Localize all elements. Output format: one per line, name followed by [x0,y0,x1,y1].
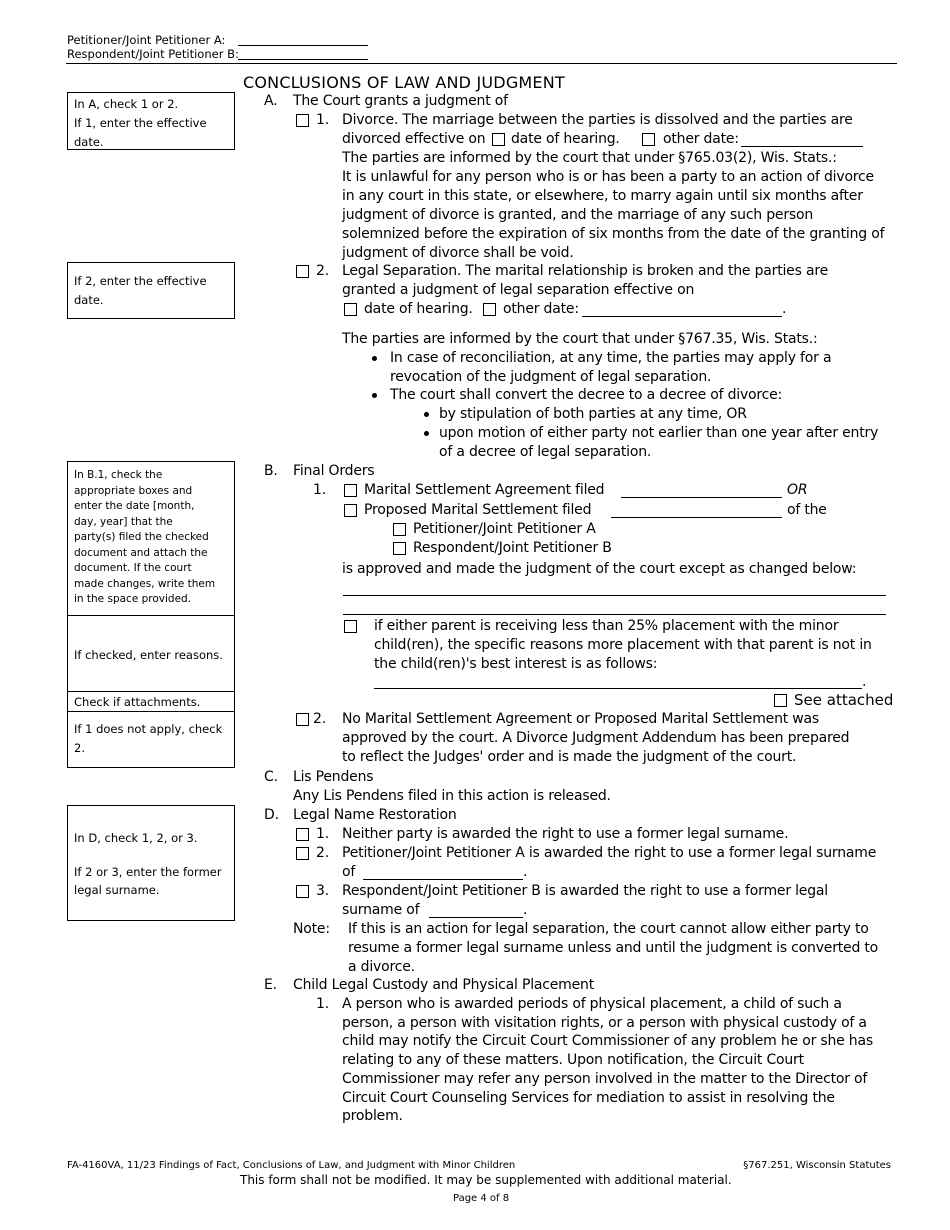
section-a-letter: A. [264,93,278,109]
divorce-date-of-hearing-label: date of hearing. [511,131,620,147]
item-number: 1. [316,826,329,842]
sidebar-line: In D, check 1, 2, or 3. [74,831,198,845]
item-number: 2. [316,263,329,279]
sidebar-line: made changes, write them [74,577,216,590]
bullet-icon [424,431,429,436]
pmsa-respondent-label: Respondent/Joint Petitioner B [413,540,612,556]
bullet-icon [372,393,377,398]
msa-checkbox[interactable] [344,484,357,497]
sidebar-line: document. If the court [74,562,192,574]
approved-text: is approved and made the judgment of the court except as changed below: [342,561,857,577]
of-label: of [342,864,356,880]
sidebar-divider [68,691,234,692]
no-msa-line: approved by the court. A Divorce Judgment Addendum has been prepared [342,730,850,746]
sidebar-line: day, year] that the [74,515,173,528]
convert-decree-bullet: The court shall convert the decree to a decree of divorce: [390,387,783,403]
divorce-text: Divorce. The marriage between the parties is dissolved and the parties are [342,112,853,128]
sidebar-divider [68,615,234,616]
section-e-letter: E. [264,977,277,993]
placement-reasons-checkbox[interactable] [344,620,357,633]
stipulation-bullet: by stipulation of both parties at any time, OR [439,406,747,422]
notice-line: in any court in this state, or elsewhere, to marry again until six months after [342,188,863,204]
lis-pendens-text: Any Lis Pendens filed in this action is released. [293,788,611,804]
sidebar-reasons: If checked, enter reasons. [74,648,223,662]
sidebar-divider [68,711,234,712]
notice-line: solemnized before the expiration of six months from the date of the granting of [342,226,885,242]
sidebar-a2-instructions [67,262,235,319]
note-line: resume a former legal surname unless and until the judgment is converted to [348,940,879,956]
item-number: 1. [316,112,329,128]
legal-separation-text: Legal Separation. The marital relationship is broken and the parties are [342,263,828,279]
section-a-heading: The Court grants a judgment of [293,93,508,109]
placement-line: if either parent is receiving less than 25% placement with the minor [374,618,839,634]
item-number: 1. [316,996,329,1012]
separation-date-of-hearing-checkbox[interactable] [344,303,357,316]
bullet-line: In case of reconciliation, at any time, the parties may apply for a [390,350,832,366]
custody-line: person, a person with visitation rights, or a person with physical custody of a [342,1014,867,1031]
petitioner-surname-text: Petitioner/Joint Petitioner A is awarded the right to use a former legal surname [342,845,877,861]
custody-line: A person who is awarded periods of physical placement, a child of such a [342,996,842,1012]
respondent-surname-text: Respondent/Joint Petitioner B is awarded the right to use a former legal [342,883,828,899]
footer-page-number: Page 4 of 8 [453,1193,510,1204]
no-msa-text [342,710,849,767]
sidebar-a-instructions [67,92,235,150]
pmsa-respondent-checkbox[interactable] [393,542,406,555]
divorce-notice [342,168,884,263]
respondent-former-surname-field[interactable] [429,917,523,918]
divorce-other-date-checkbox[interactable] [642,133,655,146]
changes-line-1[interactable] [343,595,886,596]
custody-line: Circuit Court Counseling Services for mediation to assist in resolving the [342,1089,835,1106]
section-d-heading: Legal Name Restoration [293,807,457,823]
no-surname-text: Neither party is awarded the right to use a former legal surname. [342,826,789,842]
separation-date-of-hearing-label: date of hearing. [364,301,473,317]
divorce-other-date-label: other date: [663,131,739,147]
pmsa-petitioner-checkbox[interactable] [393,523,406,536]
bullet-icon [372,356,377,361]
placement-reasons-field[interactable] [374,688,862,689]
sidebar-line: If 2, enter the effective [74,274,207,288]
notice-line: judgment of divorce is granted, and the marriage of any such person [342,207,814,223]
separation-notice-intro: The parties are informed by the court that under §767.35, Wis. Stats.: [342,331,818,347]
separation-other-date-checkbox[interactable] [483,303,496,316]
item-number: 1. [313,482,326,498]
pmsa-date-field[interactable] [611,517,782,518]
see-attached-checkbox[interactable] [774,694,787,707]
sidebar-line: appropriate boxes and [74,484,193,497]
sidebar-line: In B.1, check the [74,469,163,481]
sidebar-line: If 1, enter the effective [74,116,207,130]
no-msa-line: No Marital Settlement Agreement or Proposed Marital Settlement was [342,711,820,727]
section-e-heading: Child Legal Custody and Physical Placement [293,977,594,993]
custody-line: relating to any of these matters. Upon notification, the Circuit Court [342,1052,804,1069]
header-divider [66,63,897,64]
note-text [348,920,878,977]
msa-label: Marital Settlement Agreement filed [364,482,605,498]
respondent-name-field[interactable] [238,59,368,60]
section-d-letter: D. [264,807,279,823]
placement-line: child(ren), the specific reasons more placement with that parent is not in [374,637,872,653]
custody-line: Commissioner may refer any person involved in the matter to the Director of [342,1070,868,1087]
period: . [523,864,528,880]
divorce-effective-label: divorced effective on [342,131,486,147]
footer-statute: §767.251, Wisconsin Statutes [743,1160,891,1171]
sidebar-line: date. [74,135,104,149]
section-c-heading: Lis Pendens [293,769,374,785]
section-b-letter: B. [264,463,278,479]
divorce-other-date-field[interactable] [741,146,863,147]
page-title: CONCLUSIONS OF LAW AND JUDGMENT [243,73,565,92]
footer-form-id: FA-4160VA, 11/23 Findings of Fact, Conclusions of Law, and Judgment with Minor Children [67,1160,516,1171]
petitioner-name-field[interactable] [238,45,368,46]
sidebar-line: enter the date [month, [74,500,195,512]
period: . [862,674,867,690]
petitioner-label: Petitioner/Joint Petitioner A: [67,33,226,47]
separation-other-date-field[interactable] [582,316,782,317]
placement-reasons-text [374,617,872,674]
section-b-heading: Final Orders [293,463,375,479]
notice-line: judgment of divorce shall be void. [342,245,574,261]
item-number: 3. [316,883,329,899]
msa-date-field[interactable] [621,497,782,498]
sidebar-line: 2. [74,741,85,755]
respondent-label: Respondent/Joint Petitioner B: [67,47,239,61]
custody-text [342,995,873,1126]
sidebar-d-instructions [67,805,235,921]
petitioner-surname-checkbox[interactable] [296,847,309,860]
legal-separation-checkbox[interactable] [296,265,309,278]
sidebar-line: party(s) filed the checked [74,531,209,543]
sidebar-line: in the space provided. [74,593,192,605]
item-number: 2. [316,845,329,861]
period: . [782,301,787,317]
motion-bullet [439,424,878,462]
item-number: 2. [313,711,326,727]
sidebar-line: document and attach the [74,546,208,559]
pmsa-checkbox[interactable] [344,504,357,517]
sidebar-line: If 1 does not apply, check [74,722,223,736]
pmsa-label: Proposed Marital Settlement filed [364,502,592,518]
custody-line: child may notify the Circuit Court Commissioner of any problem he or she has [342,1033,873,1050]
no-msa-checkbox[interactable] [296,713,309,726]
notice-line: It is unlawful for any person who is or has been a party to an action of divorce [342,169,874,185]
of-the-text: of the [787,502,827,518]
custody-line: problem. [342,1108,403,1125]
note-label: Note: [293,921,330,937]
divorce-date-of-hearing-checkbox[interactable] [492,133,505,146]
divorce-notice-intro: The parties are informed by the court that under §765.03(2), Wis. Stats.: [342,150,837,166]
sidebar-b-instructions [67,461,235,768]
sidebar-attachments: Check if attachments. [74,695,201,709]
no-surname-checkbox[interactable] [296,828,309,841]
pmsa-petitioner-label: Petitioner/Joint Petitioner A [413,521,596,537]
sidebar-line: If 2 or 3, enter the former [74,865,222,879]
sidebar-line: date. [74,293,104,307]
footer-notice: This form shall not be modified. It may be supplemented with additional material. [240,1173,732,1187]
separation-other-date-label: other date: [503,301,579,317]
note-line: If this is an action for legal separation, the court cannot allow either party to [348,921,869,937]
petitioner-former-surname-field[interactable] [363,879,523,880]
respondent-surname-checkbox[interactable] [296,885,309,898]
bullet-line: revocation of the judgment of legal separation. [390,369,712,385]
see-attached-label: See attached [794,691,894,709]
section-c-letter: C. [264,769,278,785]
reconciliation-bullet [390,349,831,387]
bullet-line: of a decree of legal separation. [439,444,652,460]
surname-of-label: surname of [342,902,420,918]
sidebar-line: legal surname. [74,883,160,897]
bullet-icon [424,412,429,417]
sidebar-line: In A, check 1 or 2. [74,97,179,111]
changes-line-2[interactable] [343,614,886,615]
placement-line: the child(ren)'s best interest is as follows: [374,656,658,672]
note-line: a divorce. [348,959,415,975]
no-msa-line: to reflect the Judges' order and is made the judgment of the court. [342,749,797,765]
or-text: OR [787,482,808,498]
bullet-line: upon motion of either party not earlier than one year after entry [439,425,879,441]
period: . [523,902,528,918]
divorce-checkbox[interactable] [296,114,309,127]
legal-separation-effective-label: granted a judgment of legal separation effective on [342,282,695,298]
